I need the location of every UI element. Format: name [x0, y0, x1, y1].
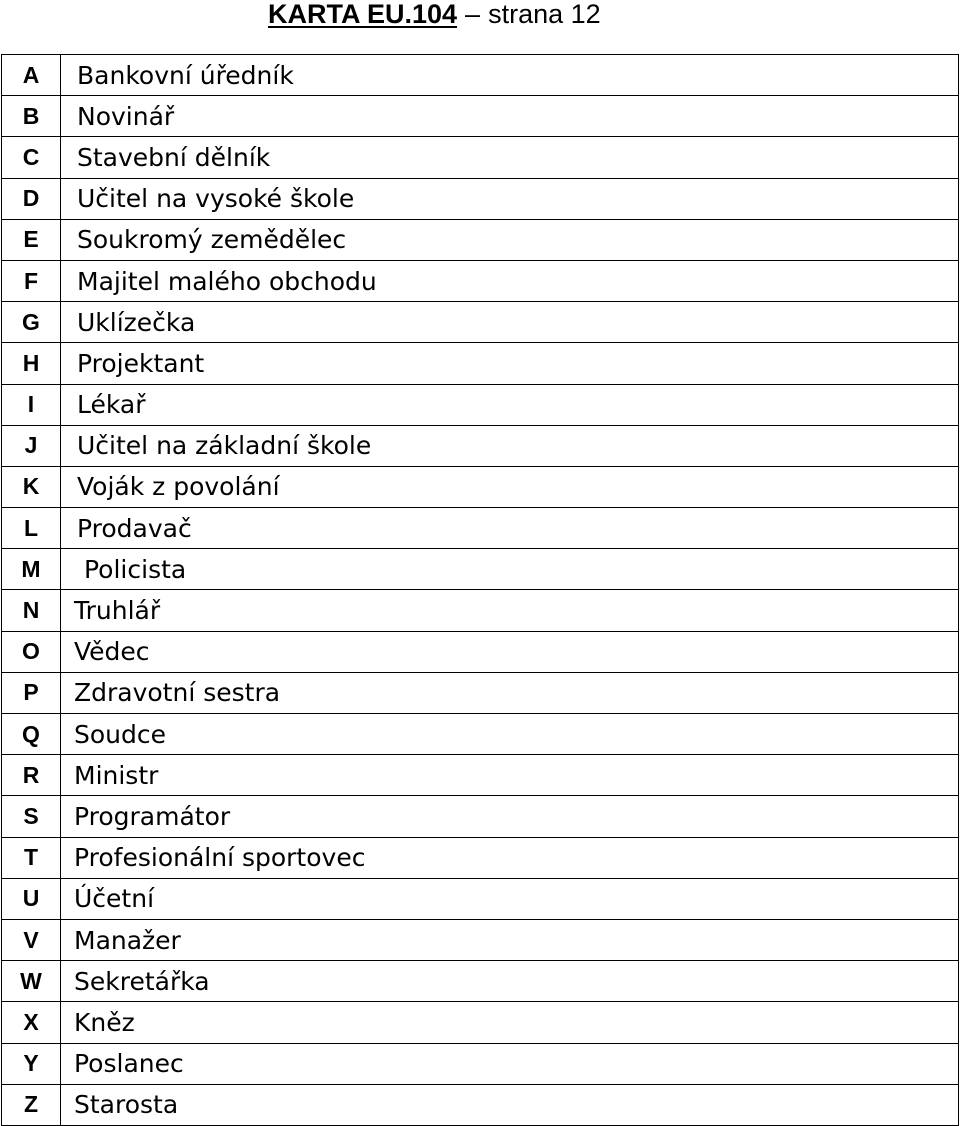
row-letter: R — [2, 755, 61, 796]
row-occupation: Prodavač — [61, 508, 959, 549]
row-occupation: Zdravotní sestra — [61, 672, 959, 713]
row-occupation: Lékař — [61, 384, 959, 425]
table-row — [2, 137, 959, 178]
row-occupation: Starosta — [61, 1084, 959, 1125]
row-occupation: Učitel na vysoké škole — [61, 178, 959, 219]
table-row — [2, 425, 959, 466]
row-occupation: Poslanec — [61, 1043, 959, 1084]
table-row — [2, 590, 959, 631]
row-occupation: Kněz — [61, 1002, 959, 1043]
page-number: strana 12 — [488, 0, 601, 29]
row-letter: W — [2, 961, 61, 1002]
row-occupation: Uklízečka — [61, 302, 959, 343]
row-letter: E — [2, 219, 61, 260]
row-letter: I — [2, 384, 61, 425]
row-occupation: Programátor — [61, 796, 959, 837]
row-occupation: Policista — [61, 549, 959, 590]
row-occupation: Profesionální sportovec — [61, 837, 959, 878]
table-row — [2, 302, 959, 343]
row-occupation: Sekretářka — [61, 961, 959, 1002]
row-letter: Y — [2, 1043, 61, 1084]
row-letter: P — [2, 672, 61, 713]
table-row — [2, 631, 959, 672]
table-row — [2, 878, 959, 919]
row-occupation: Stavební dělník — [61, 137, 959, 178]
table-row — [2, 55, 959, 96]
row-letter: V — [2, 919, 61, 960]
table-row — [2, 343, 959, 384]
table-row — [2, 549, 959, 590]
table-row — [2, 260, 959, 301]
table-row — [2, 1043, 959, 1084]
row-letter: H — [2, 343, 61, 384]
row-letter: T — [2, 837, 61, 878]
row-letter: O — [2, 631, 61, 672]
row-occupation: Truhlář — [61, 590, 959, 631]
table-row — [2, 508, 959, 549]
row-occupation: Účetní — [61, 878, 959, 919]
row-letter: Q — [2, 714, 61, 755]
row-letter: B — [2, 96, 61, 137]
row-occupation: Manažer — [61, 919, 959, 960]
row-letter: M — [2, 549, 61, 590]
occupation-table — [1, 54, 959, 1126]
row-occupation: Bankovní úředník — [61, 55, 959, 96]
header-separator: – — [465, 0, 481, 29]
table-row — [2, 96, 959, 137]
row-occupation: Majitel malého obchodu — [61, 260, 959, 301]
table-row — [2, 466, 959, 507]
row-letter: C — [2, 137, 61, 178]
row-letter: G — [2, 302, 61, 343]
row-letter: U — [2, 878, 61, 919]
table-row — [2, 672, 959, 713]
row-occupation: Soukromý zemědělec — [61, 219, 959, 260]
table-row — [2, 178, 959, 219]
table-row — [2, 1002, 959, 1043]
row-occupation: Projektant — [61, 343, 959, 384]
row-letter: J — [2, 425, 61, 466]
row-occupation: Voják z povolání — [61, 466, 959, 507]
row-letter: N — [2, 590, 61, 631]
table-row — [2, 219, 959, 260]
table-row — [2, 837, 959, 878]
table-row — [2, 919, 959, 960]
row-letter: X — [2, 1002, 61, 1043]
row-occupation: Vědec — [61, 631, 959, 672]
page-header — [268, 0, 601, 30]
row-letter: L — [2, 508, 61, 549]
table-row — [2, 384, 959, 425]
card-code: KARTA EU.104 — [268, 0, 458, 29]
table-row — [2, 796, 959, 837]
row-letter: F — [2, 260, 61, 301]
table-row — [2, 755, 959, 796]
row-occupation: Učitel na základní škole — [61, 425, 959, 466]
row-letter: K — [2, 466, 61, 507]
row-letter: Z — [2, 1084, 61, 1125]
row-letter: A — [2, 55, 61, 96]
row-occupation: Ministr — [61, 755, 959, 796]
row-occupation: Novinář — [61, 96, 959, 137]
row-occupation: Soudce — [61, 714, 959, 755]
row-letter: S — [2, 796, 61, 837]
table-row — [2, 1084, 959, 1125]
occupation-table-body — [2, 55, 959, 1126]
row-letter: D — [2, 178, 61, 219]
table-row — [2, 961, 959, 1002]
table-row — [2, 714, 959, 755]
